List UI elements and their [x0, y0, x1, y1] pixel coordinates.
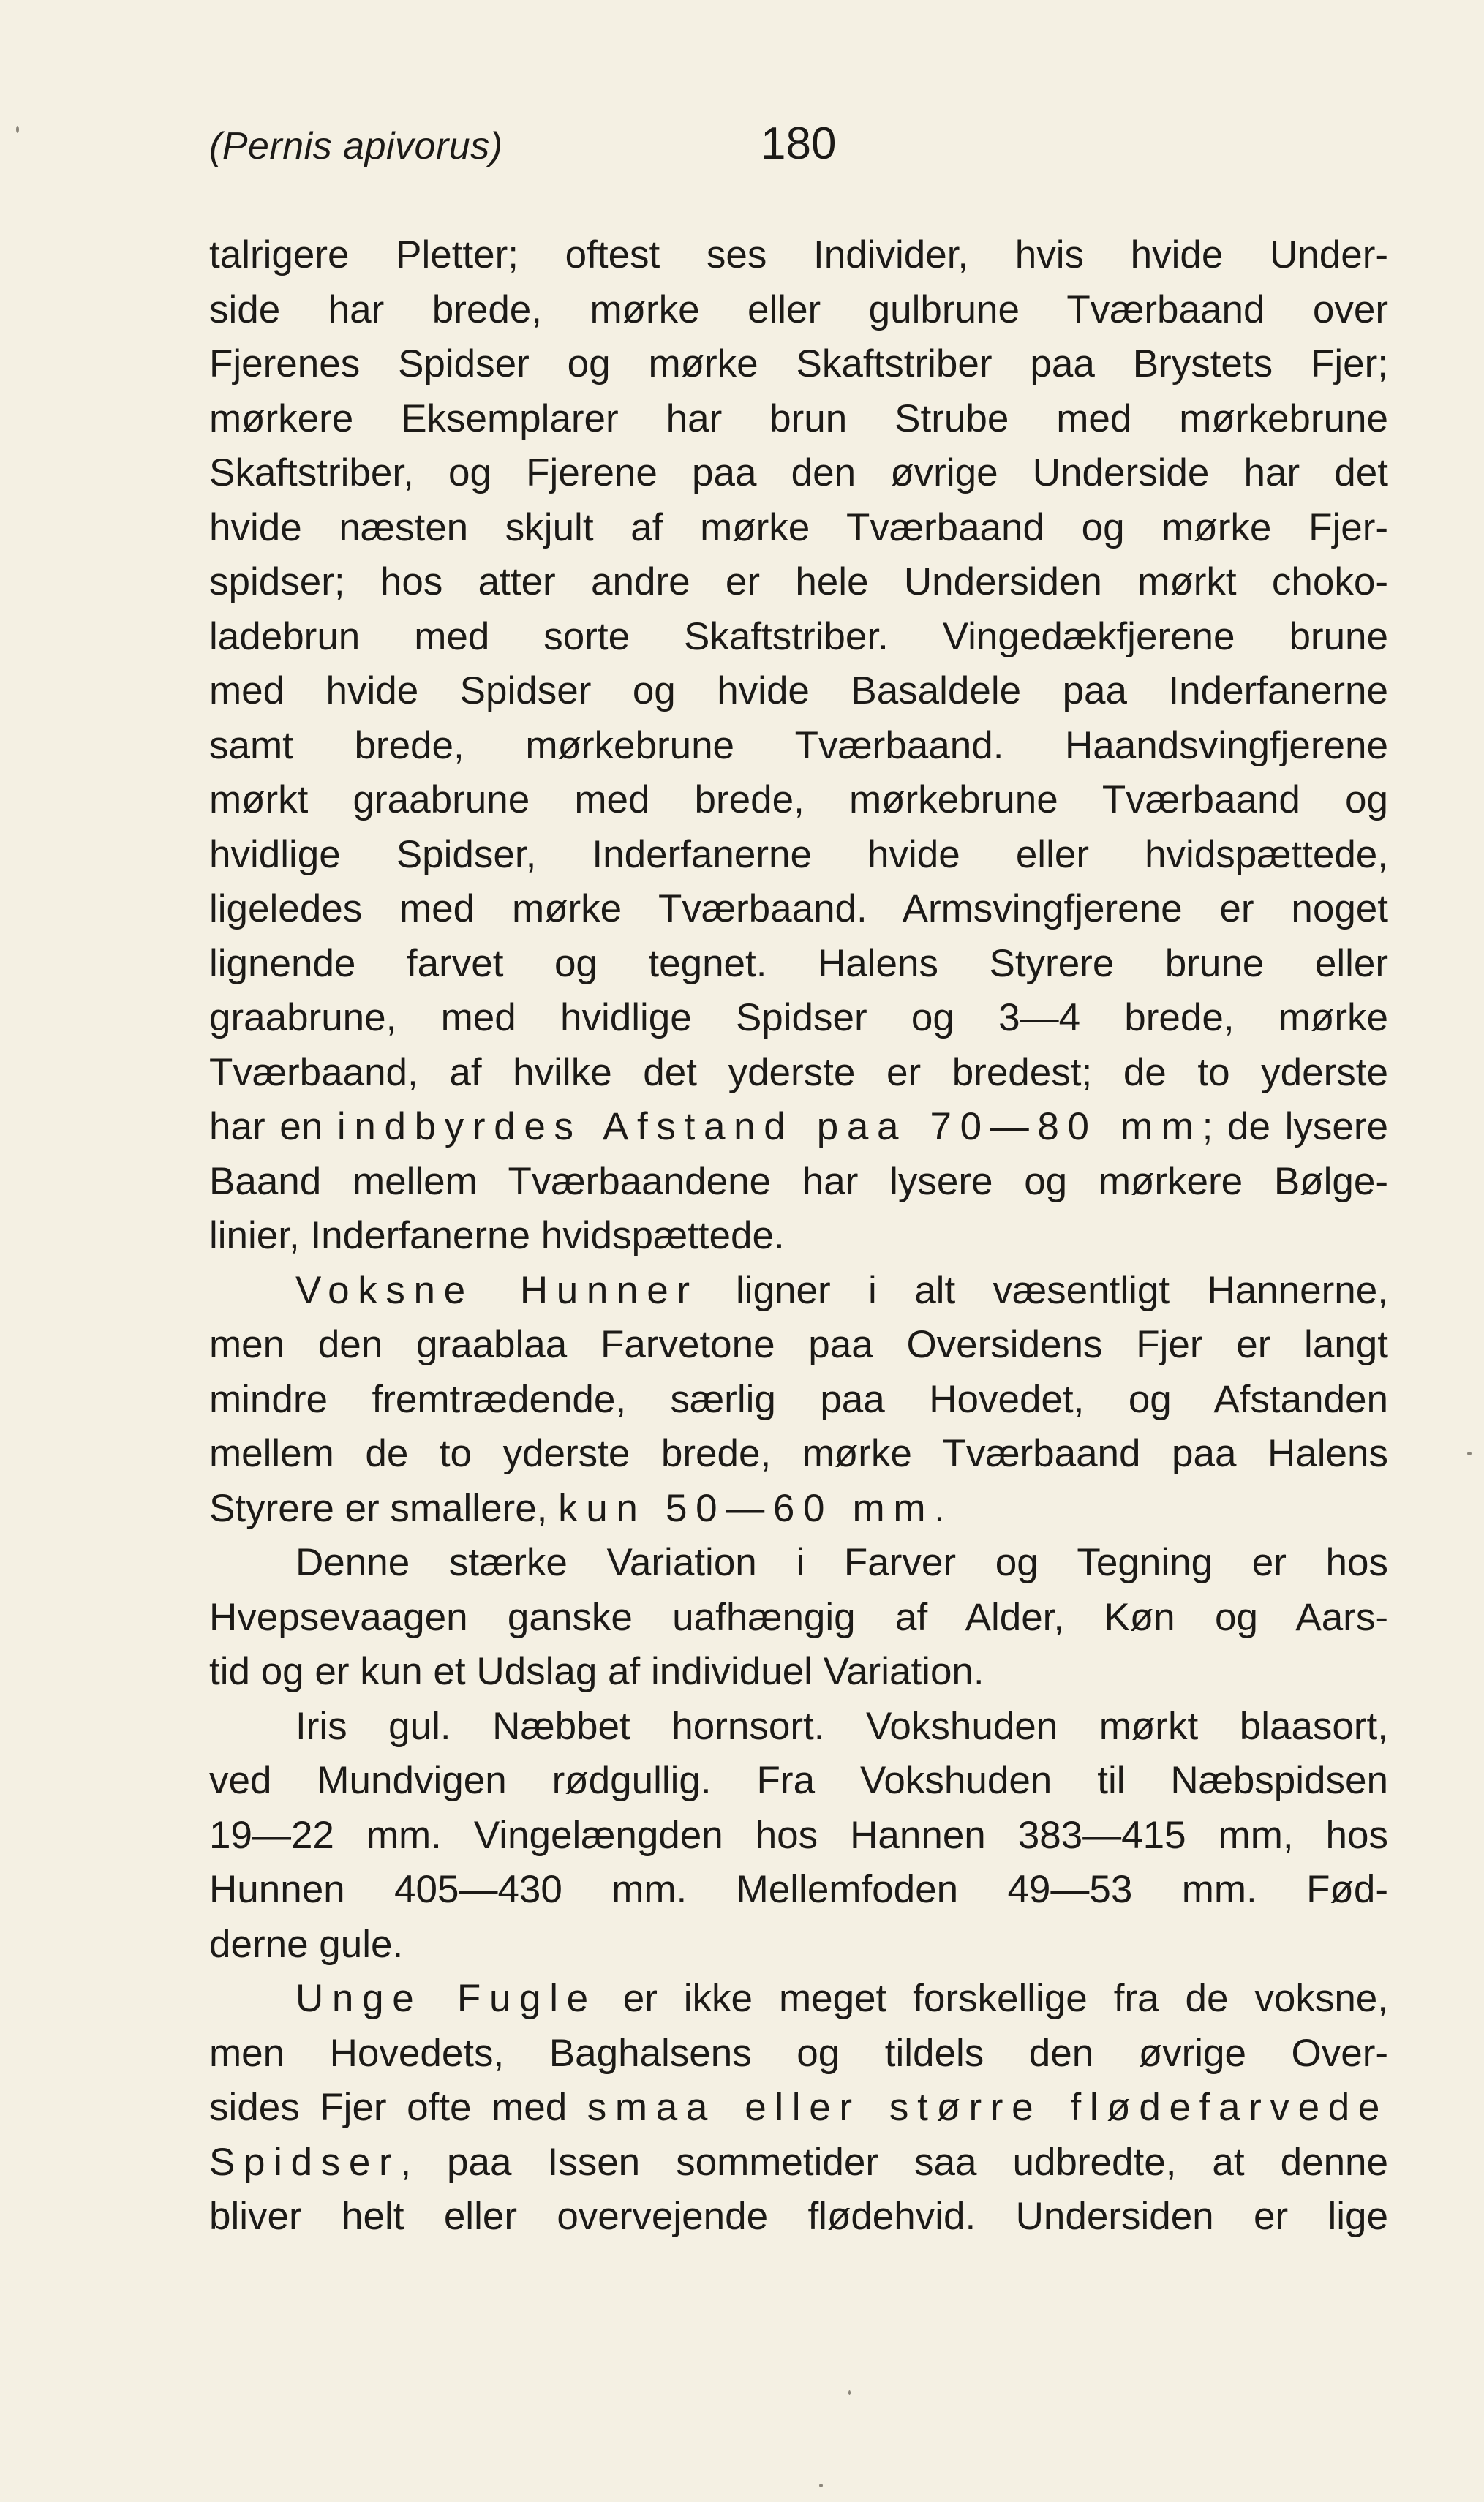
- page-header: [0, 110, 1484, 197]
- text-span: Styrere er smallere,: [209, 1486, 559, 1530]
- text-line: ved Mundvigen rødgullig. Fra Vokshuden til Næbspidsen: [209, 1759, 1388, 1802]
- text-line: mørkt graabrune med brede, mørkebrune Tværbaand og: [209, 778, 1388, 821]
- text-line: ladebrun med sorte Skaftstriber. Vingedækfjerene brune: [209, 614, 1388, 658]
- spaced-emphasis: kun 50—60 mm: [558, 1486, 935, 1530]
- text-line: med hvide Spidser og hvide Basaldele paa Inderfanerne: [209, 669, 1388, 712]
- text-line: 19—22 mm. Vingelængden hos Hannen 383—415 mm, hos: [209, 1813, 1388, 1857]
- paper-speck: [16, 126, 19, 133]
- paper-speck: [1467, 1452, 1472, 1455]
- text-line: Fjerenes Spidser og mørke Skaftstriber paa Brystets Fjer;: [209, 342, 1388, 385]
- text-line: [209, 1482, 1388, 1537]
- text-line: Denne stærke Variation i Farver og Tegning er hos: [295, 1541, 1388, 1584]
- text-line: [209, 1972, 1388, 2027]
- text-line: ligeledes med mørke Tværbaand. Armsvingfjerene er noget: [209, 887, 1388, 930]
- text-span: ligner i alt væsentligt Hannerne,: [698, 1268, 1388, 1312]
- paper-speck: [819, 2484, 823, 2487]
- text-line: hvidlige Spidser, Inderfanerne hvide eller hvidspættede,: [209, 832, 1388, 876]
- text-line: spidser; hos atter andre er hele Undersiden mørkt choko-: [209, 560, 1388, 603]
- text-line: Baand mellem Tværbaandene har lysere og mørkere Bølge-: [209, 1159, 1388, 1203]
- text-line: Iris gul. Næbbet hornsort. Vokshuden mørkt blaasort,: [295, 1704, 1388, 1748]
- text-span: sides Fjer ofte med: [209, 2086, 587, 2129]
- text-span: .: [934, 1486, 945, 1530]
- text-line: talrigere Pletter; oftest ses Individer, hvis hvide Under-: [209, 233, 1388, 276]
- running-title: (Pernis apivorus): [209, 125, 503, 167]
- body-text: [209, 228, 1388, 2245]
- text-line: lignende farvet og tegnet. Halens Styrere brune eller: [209, 941, 1388, 985]
- text-line: Hunnen 405—430 mm. Mellemfoden 49—53 mm. Fød-: [209, 1868, 1388, 1911]
- text-line: graabrune, med hvidlige Spidser og 3—4 brede, mørke: [209, 996, 1388, 1039]
- text-line: Tværbaand, af hvilke det yderste er bredest; de to yderste: [209, 1050, 1388, 1094]
- text-line: [209, 2136, 1388, 2190]
- text-line: hvide næsten skjult af mørke Tværbaand og mørke Fjer-: [209, 505, 1388, 549]
- text-span: har en: [209, 1105, 337, 1148]
- text-line: men Hovedets, Baghalsens og tildels den øvrige Over-: [209, 2031, 1388, 2075]
- text-line: derne gule.: [209, 1922, 404, 1966]
- paper-speck: [848, 2390, 851, 2395]
- text-line: mørkere Eksemplarer har brun Strube med mørkebrune: [209, 396, 1388, 440]
- text-line: side har brede, mørke eller gulbrune Tværbaand over: [209, 287, 1388, 331]
- text-line: [209, 1264, 1388, 1319]
- spaced-emphasis: Voksne Hunner: [295, 1268, 698, 1312]
- spaced-emphasis: Spidser: [209, 2140, 401, 2184]
- text-line: Skaftstriber, og Fjerene paa den øvrige Underside har det: [209, 451, 1388, 494]
- text-line: linier, Inderfanerne hvidspættede.: [209, 1214, 785, 1257]
- text-line: [209, 2081, 1388, 2136]
- text-line: men den graablaa Farvetone paa Oversidens Fjer er langt: [209, 1323, 1388, 1366]
- spaced-emphasis: smaa eller større flødefarvede: [587, 2086, 1388, 2129]
- spaced-emphasis: Unge Fugle: [295, 1977, 597, 2020]
- text-line: bliver helt eller overvejende flødehvid. Undersiden er lige: [209, 2195, 1388, 2238]
- text-line: mellem de to yderste brede, mørke Tværbaand paa Halens: [209, 1432, 1388, 1475]
- text-span: er ikke meget forskellige fra de voksne,: [596, 1977, 1388, 2020]
- spaced-emphasis: indbyrdes Afstand paa 70—80 mm: [336, 1105, 1202, 1148]
- text-line: mindre fremtrædende, særlig paa Hovedet, og Afstanden: [209, 1377, 1388, 1421]
- text-line: samt brede, mørkebrune Tværbaand. Haandsvingfjerene: [209, 723, 1388, 767]
- text-span: , paa Issen sommetider saa udbredte, at denne: [400, 2140, 1388, 2184]
- text-line: tid og er kun et Udslag af individuel Variation.: [209, 1650, 984, 1693]
- text-line: Hvepsevaagen ganske uafhængig af Alder, Køn og Aars-: [209, 1595, 1388, 1639]
- text-span: ; de lysere: [1202, 1105, 1388, 1148]
- text-line: [209, 1100, 1388, 1155]
- page-number: 180: [761, 118, 837, 169]
